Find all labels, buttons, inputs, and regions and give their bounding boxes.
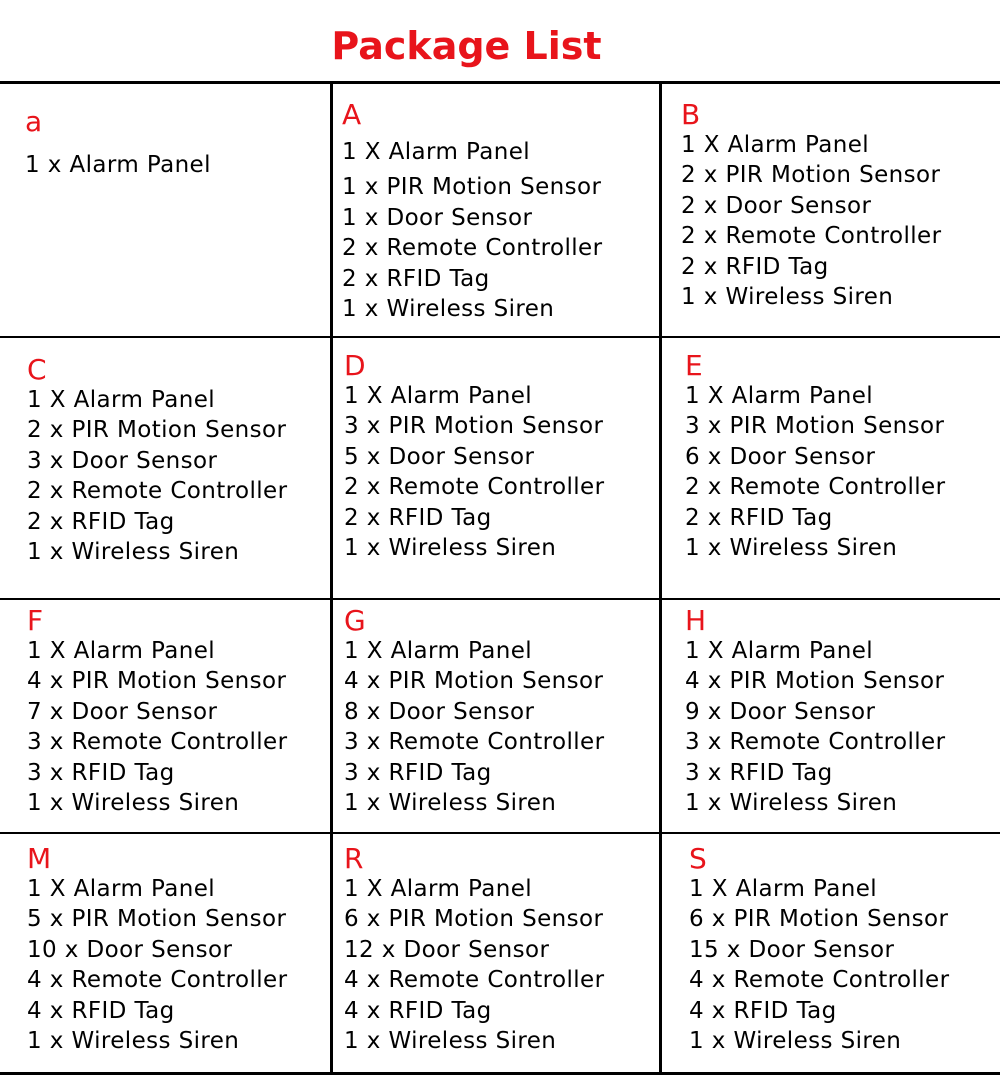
list-item: 1 x Wireless Siren [681, 284, 894, 311]
list-item: 3 x PIR Motion Sensor [685, 413, 945, 440]
package-letter: M [27, 842, 52, 875]
list-item: 6 x PIR Motion Sensor [689, 906, 949, 933]
list-item: 2 x Remote Controller [342, 235, 603, 262]
package-items [27, 636, 327, 818]
list-item: 15 x Door Sensor [689, 936, 895, 963]
package-cell-a [25, 105, 325, 180]
package-items [344, 636, 656, 818]
list-item: 2 x PIR Motion Sensor [27, 417, 287, 444]
list-item: 2 x Remote Controller [27, 478, 288, 505]
list-item: 1 x Alarm Panel [25, 152, 211, 178]
package-letter: B [681, 98, 701, 131]
list-item: 2 x RFID Tag [342, 265, 490, 292]
package-items [689, 874, 997, 1056]
list-item: 1 x Wireless Siren [27, 1028, 240, 1055]
package-letter: F [27, 604, 44, 637]
list-item: 3 x RFID Tag [27, 759, 175, 786]
list-item: 1 x Wireless Siren [342, 296, 555, 323]
column-divider [659, 84, 662, 1072]
package-cell-F [27, 604, 327, 818]
list-item: 1 X Alarm Panel [27, 876, 216, 902]
list-item: 1 X Alarm Panel [342, 139, 531, 165]
package-letter: A [342, 98, 362, 131]
list-item: 1 X Alarm Panel [344, 876, 533, 902]
package-cell-B [681, 98, 996, 312]
list-item: 4 x Remote Controller [27, 967, 288, 994]
column-divider [330, 84, 333, 1072]
package-cell-M [27, 842, 327, 1056]
list-item: 1 X Alarm Panel [344, 638, 533, 664]
list-item: 5 x PIR Motion Sensor [27, 906, 287, 933]
list-item: 4 x RFID Tag [27, 997, 175, 1024]
list-item: 4 x PIR Motion Sensor [685, 668, 945, 695]
list-item: 2 x RFID Tag [685, 504, 833, 531]
package-letter: S [689, 842, 707, 875]
package-grid [0, 81, 1000, 1075]
list-item: 1 X Alarm Panel [685, 383, 874, 409]
list-item: 3 x Remote Controller [344, 729, 605, 756]
page-title: Package List [331, 24, 602, 68]
list-item: 3 x PIR Motion Sensor [344, 413, 604, 440]
list-item: 6 x Door Sensor [685, 443, 876, 470]
list-item: 1 x Wireless Siren [685, 790, 898, 817]
list-item: 7 x Door Sensor [27, 698, 218, 725]
package-items [685, 636, 997, 818]
list-item: 9 x Door Sensor [685, 698, 876, 725]
package-items [344, 381, 656, 563]
list-item: 2 x RFID Tag [344, 504, 492, 531]
list-item: 4 x RFID Tag [689, 997, 837, 1024]
list-item: 5 x Door Sensor [344, 443, 535, 470]
list-item: 1 x Wireless Siren [344, 1028, 557, 1055]
package-letter: a [25, 105, 43, 138]
package-letter: G [344, 604, 366, 637]
package-cell-E [685, 349, 997, 563]
list-item: 2 x RFID Tag [681, 253, 829, 280]
list-item: 10 x Door Sensor [27, 936, 233, 963]
list-item: 2 x Door Sensor [681, 192, 872, 219]
list-item: 1 X Alarm Panel [27, 387, 216, 413]
package-letter: H [685, 604, 707, 637]
package-items [681, 130, 996, 312]
package-cell-C [27, 353, 327, 567]
list-item: 2 x Remote Controller [685, 474, 946, 501]
list-item: 3 x Door Sensor [27, 447, 218, 474]
package-letter: E [685, 349, 703, 382]
list-item: 1 x Door Sensor [342, 204, 533, 231]
list-item: 3 x RFID Tag [344, 759, 492, 786]
package-cell-A [342, 98, 654, 324]
list-item: 4 x Remote Controller [344, 967, 605, 994]
package-cell-G [344, 604, 656, 818]
list-item: 8 x Door Sensor [344, 698, 535, 725]
row-divider [0, 598, 1000, 600]
package-items [685, 381, 997, 563]
list-item: 12 x Door Sensor [344, 936, 550, 963]
package-letter: D [344, 349, 366, 382]
list-item: 1 X Alarm Panel [681, 132, 870, 158]
package-items [342, 137, 654, 324]
list-item: 3 x Remote Controller [27, 729, 288, 756]
list-item: 1 x Wireless Siren [27, 790, 240, 817]
list-item: 3 x Remote Controller [685, 729, 946, 756]
list-item: 1 x Wireless Siren [27, 539, 240, 566]
package-items [27, 385, 327, 567]
list-item: 2 x Remote Controller [681, 223, 942, 250]
row-divider [0, 336, 1000, 338]
list-item: 1 x Wireless Siren [344, 790, 557, 817]
list-item: 1 X Alarm Panel [344, 383, 533, 409]
list-item: 1 X Alarm Panel [27, 638, 216, 664]
package-items [25, 150, 325, 180]
package-cell-R [344, 842, 656, 1056]
package-items [27, 874, 327, 1056]
package-cell-S [689, 842, 997, 1056]
list-item: 2 x Remote Controller [344, 474, 605, 501]
package-cell-H [685, 604, 997, 818]
list-item: 1 x Wireless Siren [689, 1028, 902, 1055]
list-item: 4 x RFID Tag [344, 997, 492, 1024]
list-item: 1 X Alarm Panel [685, 638, 874, 664]
list-item: 2 x PIR Motion Sensor [681, 162, 941, 189]
list-item: 1 x Wireless Siren [685, 535, 898, 562]
list-item: 1 x PIR Motion Sensor [342, 174, 602, 201]
list-item: 1 x Wireless Siren [344, 535, 557, 562]
package-letter: R [344, 842, 364, 875]
package-letter: C [27, 353, 47, 386]
list-item: 4 x Remote Controller [689, 967, 950, 994]
list-item: 3 x RFID Tag [685, 759, 833, 786]
list-item: 4 x PIR Motion Sensor [344, 668, 604, 695]
list-item: 4 x PIR Motion Sensor [27, 668, 287, 695]
list-item: 6 x PIR Motion Sensor [344, 906, 604, 933]
list-item: 2 x RFID Tag [27, 508, 175, 535]
row-divider [0, 832, 1000, 834]
package-items [344, 874, 656, 1056]
package-cell-D [344, 349, 656, 563]
list-item: 1 X Alarm Panel [689, 876, 878, 902]
